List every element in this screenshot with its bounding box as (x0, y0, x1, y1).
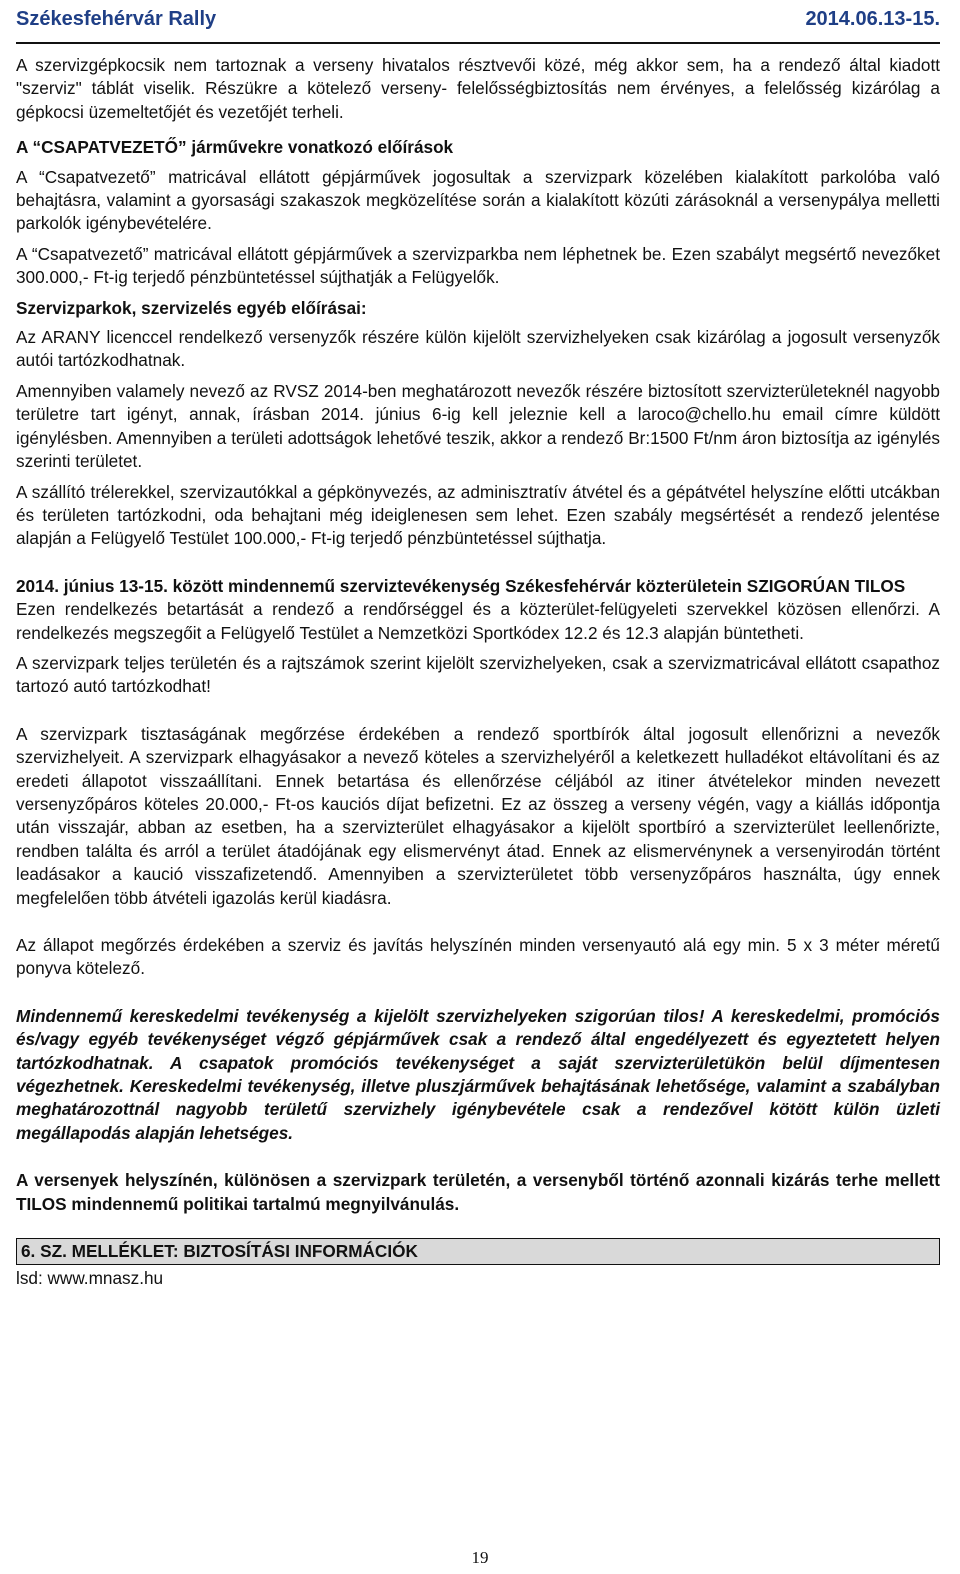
paragraph-political-ban: A versenyek helyszínén, különösen a szervizpark területén, a versenyből történő azonnali kizárás terhe mellett TILOS mindennemű politikai tartalmú megnyilvánulás. (16, 1170, 940, 1214)
page-header (16, 0, 940, 44)
document-page (16, 0, 940, 1291)
paragraph-team-manager-rights: A “Csapatvezető” matricával ellátott gépjárművek jogosultak a szervizpark közelében kialakított parkolóba való behajtásra, valamint a gyorsasági szakaszok megközelítése során a kialakított közúti zárásoknál a versenypálya melletti parkolók igénybevételére. (16, 166, 940, 234)
paragraph-enforcement: Ezen rendelkezés betartását a rendező a rendőrséggel és a közterület-felügyeleti szervekkel közösen ellenőrzi. A rendelkezés megszegőit a Felügyelő Testület a Nemzetközi Sportkódex 12.2 és 12.3 alapján büntetheti. (16, 599, 940, 643)
paragraph-service-vehicles: A szervizgépkocsik nem tartoznak a verseny hivatalos résztvevői közé, még akkor sem, ha a rendező által kiadott "szerviz" táblát viselik. Részükre a kötelező verseny- felelősségbiztosítás nem érvényes, a felelősség kizárólag a gépkocsi üzemeltetőjét és vezetőjét terheli. (16, 55, 940, 122)
paragraph-larger-area: Amennyiben valamely nevező az RVSZ 2014-ben meghatározott nevezők részére biztosított szervizterületeknél nagyobb területre tart igényt, annak, írásban 2014. június 6-ig kell jeleznie kell a laroco@chello.hu email címre küldött igénylésben. Amennyiben a területi adottságok lehetővé teszik, akkor a rendező Br:1500 Ft/nm áron biztosítja az igénylés szerinti területet. (16, 380, 940, 472)
page-number: 19 (471, 1548, 489, 1567)
section-title-service-parks: Szervizparkok, szervizelés egyéb előírásai: (16, 297, 367, 318)
paragraph-service-sticker: A szervizpark teljes területén és a rajtszámok szerint kijelölt szervizhelyeken, csak a szervizmatricával ellátott csapathoz tartozó autó tartózkodhat! (16, 652, 940, 697)
paragraph-cleanliness: A szervizpark tisztaságának megőrzése érdekében a rendező sportbírók által jogosult ellenőrizni a nevezők szervizhelyeit. A szervizpark elhagyásakor a nevező köteles a szervizhelyéről a keletkezett hulladékot eltávolítani és az eredeti állapotot visszaállítani. Ennek betartása és ellenőrzése céljából az itiner átvételekor minden nevezett versenyzőpáros köteles 20.000,- Ft-os kauciós díjat befizetni. Ez az összeg a verseny végén, vagy a kiállás időpontja után visszajár, abban az esetben, ha a szervizterület elhagyásakor a kijelölt sportbíró a szervizterület leellenőrizte, rendben találta és arról a terület átadójának egy elismervényt átad. Ennek az elismervénynek a versenyirodán történt leadásakor a kaució visszafizetendő. Amennyiben a szervizterületet több versenyzőpáros használta, úgy ennek megfelelően több átvételi igazolás kerül kiadásra. (16, 723, 940, 908)
paragraph-gold-license: Az ARANY licenccel rendelkező versenyzők részére külön kijelölt szervizhelyeken csak kizárólag a jogosult versenyzők autói tartózkodhatnak. (16, 327, 940, 371)
paragraph-tarpaulin: Az állapot megőrzés érdekében a szerviz és javítás helyszínén minden versenyautó alá egy min. 5 x 3 méter méretű ponyva kötelező. (16, 935, 940, 979)
section-title-team-manager: A “CSAPATVEZETŐ” járművekre vonatkozó előírások (16, 137, 454, 158)
appendix-6-title: 6. SZ. MELLÉKLET: BIZTOSÍTÁSI INFORMÁCIÓK (16, 1238, 940, 1265)
paragraph-trailers: A szállító trélerekkel, szervizautókkal a gépkönyvezés, az adminisztratív átvétel és a gépátvétel helyszíne előtti utcákban és területen tartózkodni, oda behajtani még ideiglenesen sem lehet. Ezen szabály megsértését a rendező jelentése alapján a Felügyelő Testület 100.000,- Ft-ig terjedő pénzbüntetéssel sújthatja. (16, 481, 940, 549)
paragraph-insurance-link: lsd: www.mnasz.hu (16, 1268, 164, 1289)
header-title: Székesfehérvár Rally (16, 8, 217, 30)
paragraph-team-manager-restriction: A “Csapatvezető” matricával ellátott gépjárművek a szervizparkba nem léphetnek be. Ezen szabályt megsértő nevezőket 300.000,- Ft-ig terjedő pénzbüntetéssel sújthatják a Felügyelők. (16, 243, 940, 288)
section-title-public-area-ban: 2014. június 13-15. között mindennemű szerviztevékenység Székesfehérvár közterületein SZIGORÚAN TILOS (16, 575, 906, 596)
paragraph-commercial-activity: Mindennemű kereskedelmi tevékenység a kijelölt szervizhelyeken szigorúan tilos! A kereskedelmi, promóciós és/vagy egyéb tevékenységet végző gépjárművek csak a rendező által engedélyezett és egyeztetett helyen tartózkodhatnak. A csapatok promóciós tevékenységet a saját szervizterületükön belül díjmentesen végezhetnek. Kereskedelmi tevékenység, illetve pluszjárművek behajtásának lehetősége, valamint a szabályban meghatározottnál nagyobb területű szervizhely igénybevétele csak a rendezővel kötött külön üzleti megállapodás alapján lehetséges. (16, 1005, 940, 1143)
header-date: 2014.06.13-15. (805, 8, 940, 30)
